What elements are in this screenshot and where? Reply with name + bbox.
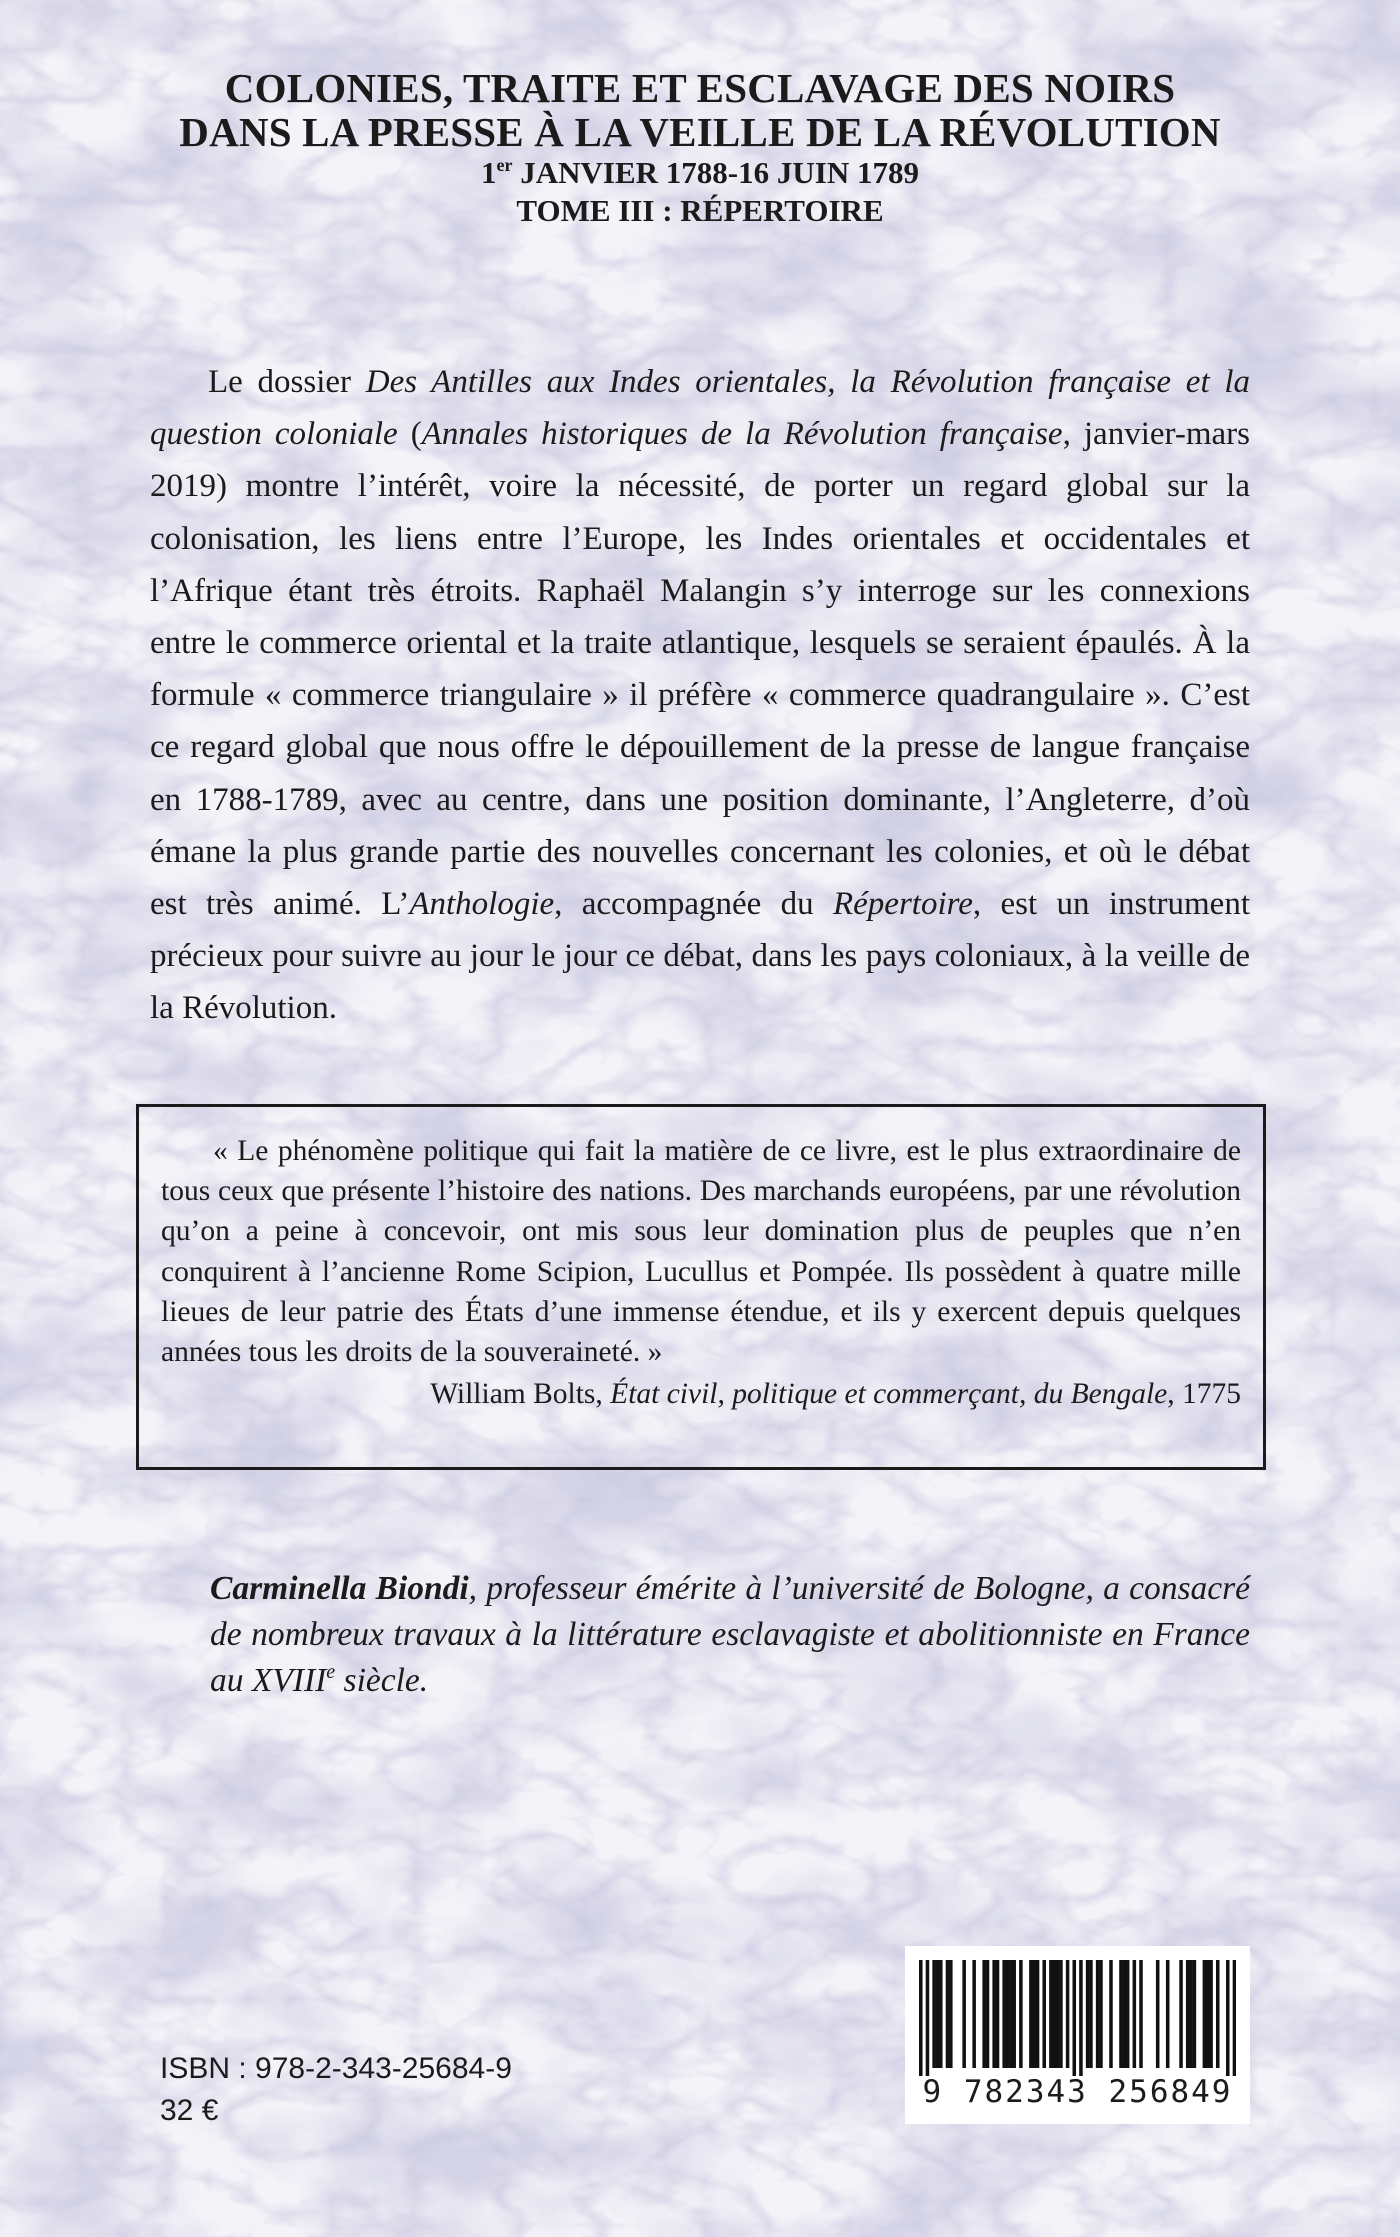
barcode-bar bbox=[1226, 1960, 1230, 2076]
tome-line: TOME III : RÉPERTOIRE bbox=[516, 193, 884, 228]
isbn-block bbox=[160, 2048, 512, 2132]
barcode-bar bbox=[1119, 1960, 1123, 2068]
body-italic-anthologie: Anthologie bbox=[409, 886, 555, 923]
dates-line bbox=[60, 154, 1340, 192]
isbn-label: ISBN : 978-2-343-25684-9 bbox=[160, 2052, 512, 2085]
barcode-bar bbox=[1042, 1960, 1046, 2068]
barcode-bar bbox=[936, 1960, 940, 2068]
barcode bbox=[905, 1946, 1250, 2124]
barcode-bar bbox=[1133, 1960, 1137, 2068]
barcode-bar bbox=[1052, 1960, 1056, 2068]
barcode-bar bbox=[1056, 1960, 1060, 2068]
barcode-bar bbox=[1049, 1960, 1053, 2068]
quote-author: William Bolts, bbox=[430, 1378, 611, 1411]
barcode-bar bbox=[1002, 1960, 1006, 2068]
title-line-1: COLONIES, TRAITE ET ESCLAVAGE DES NOIRS bbox=[224, 65, 1176, 111]
barcode-bar bbox=[1206, 1960, 1210, 2068]
barcode-bar bbox=[1233, 1960, 1236, 2076]
barcode-bar bbox=[949, 1960, 953, 2068]
body-segment: , janvier-mars 2019) montre l’intérêt, voire la nécessité, de porter un regard global sur la colonisation, les liens entre l’Europe, les Indes orientales et occidentales et l’Afrique étant très étroits. Raphaël Malangin s’y interroge sur les connexions entre le commerce oriental et la traite atlantique, lesquels se seraient épaulés. À la formule « commerce triangulaire » il préfère « commerce quadrangulaire ». C’est ce regard global que nous offre le dépouillement de la presse de langue française en 1788-1789, avec au centre, dans une position dominante, l’Angleterre, d’où émane la plus grande partie des nouvelles concernant les colonies, et où le débat est très animé. L’ bbox=[150, 416, 1250, 923]
barcode-bar bbox=[992, 1960, 996, 2068]
quote-attribution bbox=[161, 1374, 1241, 1414]
century-superscript: e bbox=[326, 1661, 336, 1683]
author-bio bbox=[210, 1566, 1250, 1704]
barcode-bar bbox=[1089, 1960, 1093, 2068]
barcode-bar bbox=[962, 1960, 966, 2068]
barcode-bar bbox=[1099, 1960, 1103, 2068]
body-segment: , est un instrument précieux pour suivre au jour le jour ce débat, dans les pays coloniaux, à la veille de la Révolution. bbox=[150, 886, 1250, 1027]
barcode-bar bbox=[996, 1960, 1000, 2068]
title-line-2: DANS LA PRESSE À LA VEILLE DE LA RÉVOLUTION bbox=[179, 109, 1221, 155]
body-segment: Le dossier bbox=[208, 364, 366, 400]
barcode-bar bbox=[972, 1960, 976, 2068]
barcode-bar bbox=[1006, 1960, 1010, 2068]
barcode-bar bbox=[1166, 1960, 1170, 2068]
barcode-bar bbox=[1036, 1960, 1040, 2068]
title-block bbox=[60, 66, 1340, 230]
body-italic-repertoire: Répertoire bbox=[833, 886, 973, 923]
barcode-bar bbox=[1123, 1960, 1127, 2068]
barcode-bar bbox=[1009, 1960, 1013, 2068]
barcode-digits: 9 782343 256849 bbox=[922, 2074, 1233, 2110]
barcode-bar bbox=[946, 1960, 950, 2068]
barcode-bar bbox=[1209, 1960, 1213, 2068]
dates-rest: JANVIER 1788-16 JUIN 1789 bbox=[512, 155, 919, 190]
barcode-bar bbox=[1059, 1960, 1063, 2068]
barcode-bar bbox=[1216, 1960, 1220, 2068]
body-segment: ( bbox=[397, 416, 422, 453]
quote-box bbox=[136, 1104, 1266, 1470]
barcode-bar bbox=[1179, 1960, 1183, 2068]
barcode-bar bbox=[926, 1960, 930, 2076]
barcode-bar bbox=[1189, 1960, 1193, 2068]
barcode-bar bbox=[1086, 1960, 1090, 2068]
barcode-bar bbox=[1096, 1960, 1100, 2068]
barcode-bar bbox=[1139, 1960, 1143, 2068]
barcode-bar bbox=[1072, 1960, 1076, 2076]
barcode-bar bbox=[982, 1960, 986, 2068]
barcode-bar bbox=[1203, 1960, 1207, 2068]
barcode-bar bbox=[1079, 1960, 1083, 2076]
barcode-bars bbox=[919, 1960, 1236, 2076]
barcode-bar bbox=[1012, 1960, 1016, 2068]
barcode-bar bbox=[932, 1960, 936, 2068]
barcode-bar bbox=[1019, 1960, 1023, 2068]
barcode-bar bbox=[1193, 1960, 1197, 2068]
price-label: 32 € bbox=[160, 2094, 219, 2127]
dates-prefix: 1 bbox=[481, 155, 497, 190]
barcode-bar bbox=[1186, 1960, 1190, 2068]
barcode-bar bbox=[986, 1960, 990, 2068]
barcode-bar bbox=[1029, 1960, 1033, 2068]
author-name: Carminella Biondi bbox=[210, 1570, 469, 1607]
quote-work-title: État civil, politique et commerçant, du Bengale bbox=[610, 1378, 1168, 1411]
barcode-bar bbox=[919, 1960, 923, 2076]
barcode-bar bbox=[1032, 1960, 1036, 2068]
barcode-bar bbox=[1066, 1960, 1070, 2068]
author-bio-text: , professeur émérite à l’université de Bologne, a consacré de nombreux travaux à la littérature esclavagiste et abolitionniste en France au XVIII bbox=[210, 1570, 1251, 1699]
body-segment: , accompagnée du bbox=[554, 886, 833, 923]
quote-year: , 1775 bbox=[1167, 1378, 1241, 1411]
barcode-bar bbox=[1126, 1960, 1130, 2068]
barcode-bar bbox=[1156, 1960, 1160, 2068]
barcode-bar bbox=[939, 1960, 943, 2068]
barcode-bar bbox=[1109, 1960, 1113, 2068]
quote-text: « Le phénomène politique qui fait la matière de ce livre, est le plus extraordinaire de tous ceux que présente l’histoire des nations. Des marchands européens, par une révolution qu’on a peine à concevoir, ont mis sous leur domination plus de peuples que n’en conquirent à l’ancienne Rome Scipion, Lucullus et Pompée. Ils possèdent à quatre mille lieues de leur patrie des États d’une immense étendue, et ils y exercent depuis quelques années tous les droits de la souveraineté. » bbox=[161, 1135, 1241, 1369]
body-italic-journal-title: Annales historiques de la Révolution française bbox=[421, 416, 1063, 453]
description-paragraph bbox=[150, 356, 1250, 1035]
author-bio-text-end: siècle. bbox=[335, 1662, 429, 1699]
body-italic-dossier-title: Des Antilles aux Indes orientales, la Révolution française et la question coloniale bbox=[150, 364, 1250, 453]
dates-superscript: er bbox=[496, 155, 513, 175]
